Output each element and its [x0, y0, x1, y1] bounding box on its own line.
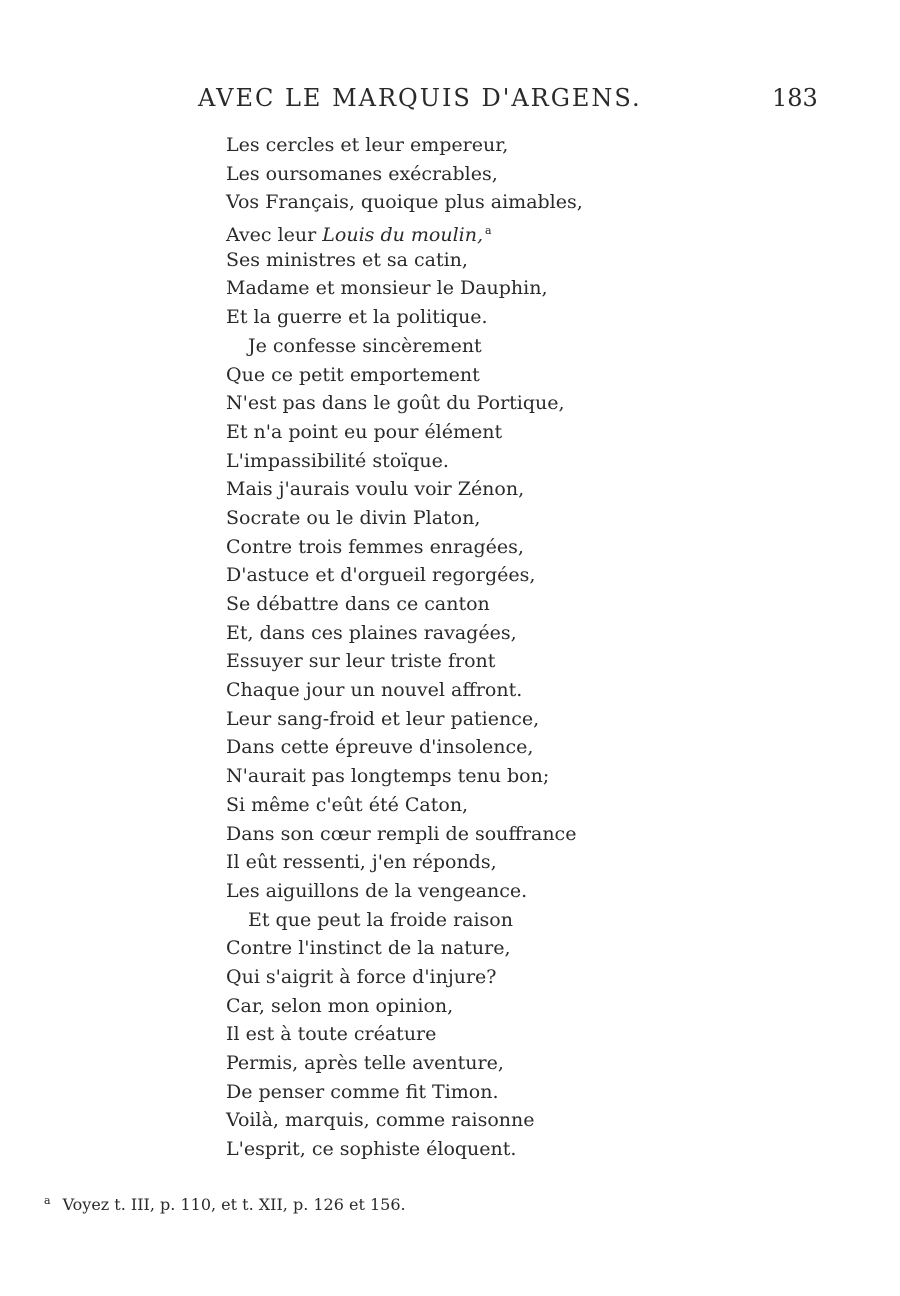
poem-line: Ses ministres et sa catin, [226, 248, 468, 271]
poem-line: Car, selon mon opinion, [226, 994, 454, 1017]
poem-line: Leur sang-froid et leur patience, [226, 707, 540, 730]
poem-line: N'aurait pas longtemps tenu bon; [226, 765, 550, 788]
poem-text [226, 131, 583, 1164]
footnote-reference: a [485, 224, 492, 238]
poem-line: L'esprit, ce sophiste éloquent. [226, 1138, 517, 1161]
poem-line: Se débattre dans ce canton [226, 593, 490, 615]
poem-line: Vos Français, quoique plus aimables, [226, 191, 583, 214]
poem-line: Que ce petit emportement [226, 363, 480, 386]
poem-line: Il eût ressenti, j'en réponds, [226, 851, 497, 874]
poem-line [226, 217, 583, 246]
poem-line: Si même c'eût été Caton, [226, 793, 469, 816]
poem-line: Dans son cœur rempli de souffrance [226, 822, 577, 845]
poem-line: Madame et monsieur le Dauphin, [226, 277, 548, 300]
poem-line: Et la guerre et la politique. [226, 306, 488, 329]
footnote-marker: a [44, 1194, 51, 1207]
poem-line-italic: Louis du moulin, [322, 224, 484, 247]
poem-line: N'est pas dans le goût du Portique, [226, 392, 565, 415]
poem-line: Contre l'instinct de la nature, [226, 937, 511, 960]
poem-line: Permis, après telle aventure, [226, 1052, 504, 1074]
poem-line: Qui s'aigrit à force d'injure? [226, 965, 497, 988]
poem-line: L'impassibilité stoïque. [226, 449, 449, 472]
poem-line: Dans cette épreuve d'insolence, [226, 736, 534, 759]
page-number: 183 [772, 84, 818, 112]
poem-line: Les oursomanes exécrables, [226, 162, 498, 185]
poem-line: Les cercles et leur empereur, [226, 134, 509, 156]
poem-line: D'astuce et d'orgueil regorgées, [226, 564, 536, 587]
poem-line: Contre trois femmes enragées, [226, 535, 524, 558]
poem-line-text: Avec leur [226, 224, 323, 247]
poem-line: Socrate ou le divin Platon, [226, 506, 481, 529]
footnote-text: Voyez t. III, p. 110, et t. XII, p. 126 et 156. [62, 1195, 406, 1214]
running-title: AVEC LE MARQUIS D'ARGENS. [198, 84, 642, 112]
poem-line: Et, dans ces plaines ravagées, [226, 621, 517, 644]
poem-line: Voilà, marquis, comme raisonne [226, 1109, 535, 1132]
poem-line: Et que peut la froide raison [248, 908, 513, 931]
poem-line: Essuyer sur leur triste front [226, 650, 496, 673]
poem-line: Les aiguillons de la vengeance. [226, 879, 528, 902]
poem-line: Il est à toute créature [226, 1023, 437, 1046]
poem-line: Et n'a point eu pour élément [226, 420, 503, 443]
poem-line: Mais j'aurais voulu voir Zénon, [226, 478, 525, 501]
poem-line: Chaque jour un nouvel affront. [226, 679, 523, 702]
poem-line: Je confesse sincèrement [248, 334, 482, 357]
footnote [44, 1194, 406, 1214]
poem-line: De penser comme fit Timon. [226, 1080, 499, 1103]
